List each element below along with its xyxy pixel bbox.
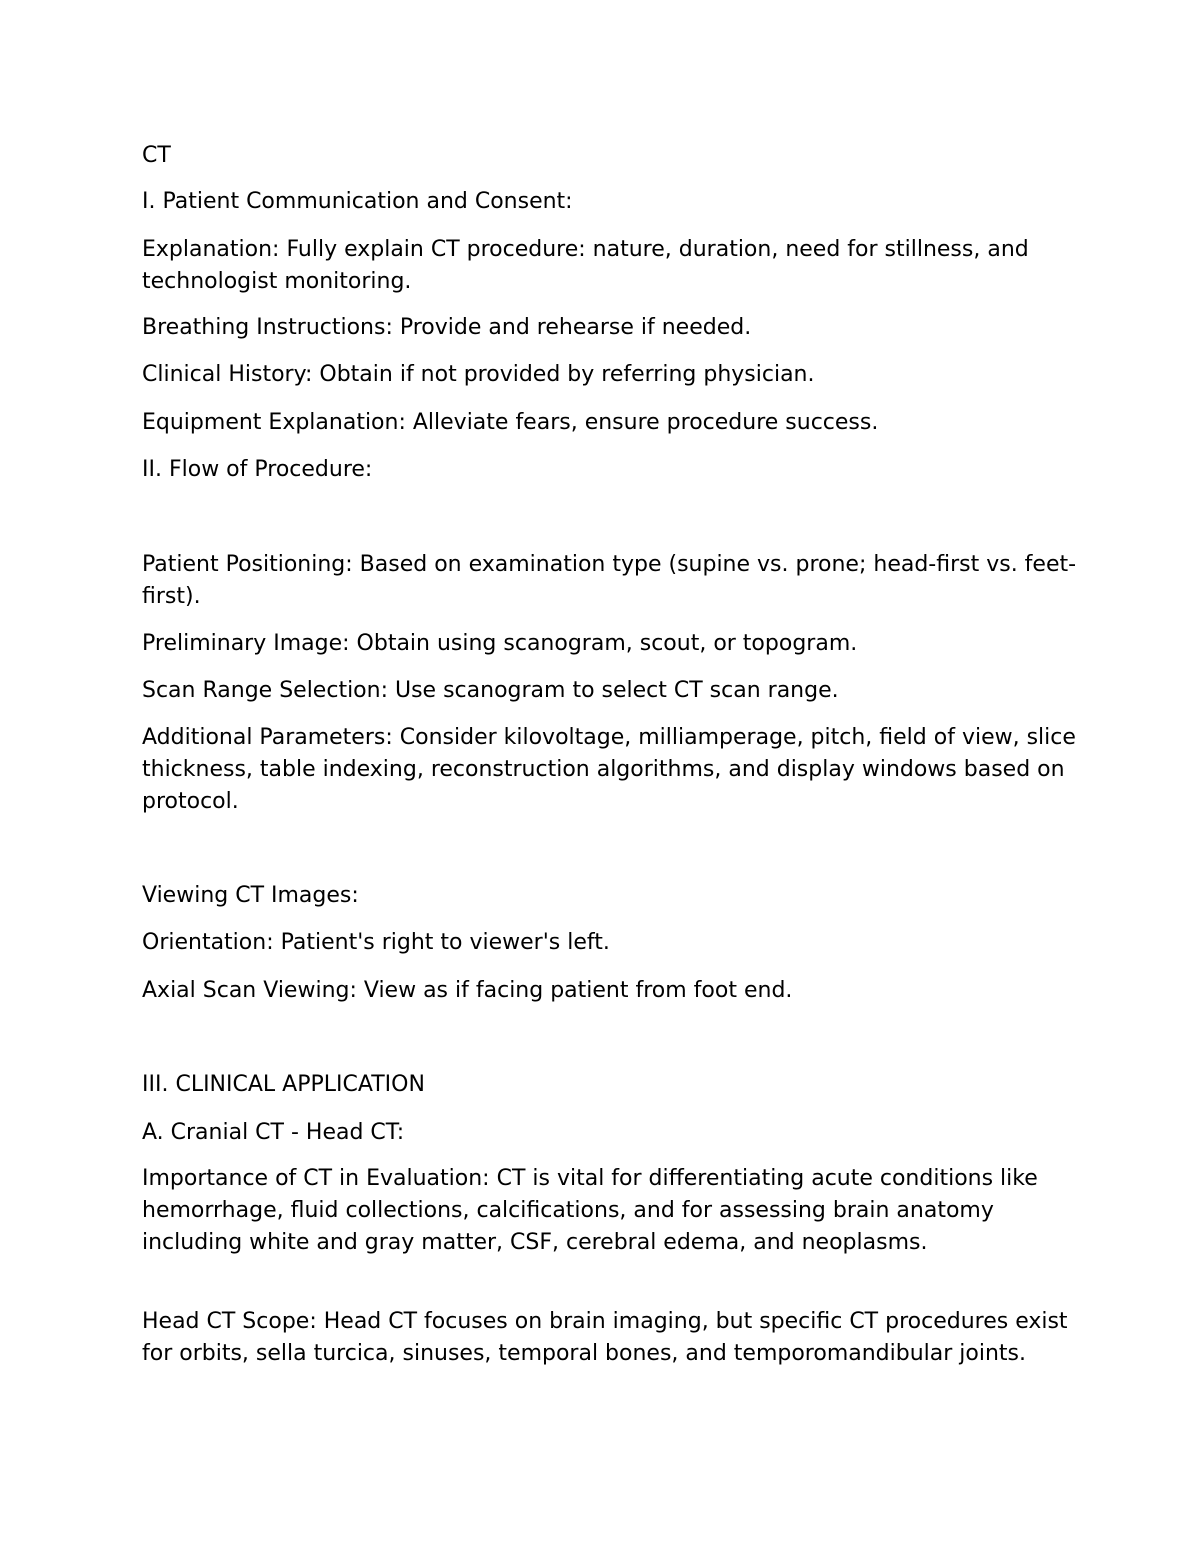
breathing-instructions-paragraph: Breathing Instructions: Provide and rehearse if needed.: [142, 315, 752, 340]
explanation-paragraph: Explanation: Fully explain CT procedure: nature, duration, need for stillness, and technologist monitoring.: [142, 237, 1029, 294]
preliminary-image-paragraph: Preliminary Image: Obtain using scanogram, scout, or topogram.: [142, 631, 858, 656]
head-ct-scope-paragraph: Head CT Scope: Head CT focuses on brain imaging, but specific CT procedures exist for orbits, sella turcica, sinuses, temporal bones, and temporomandibular joints.: [142, 1309, 1068, 1366]
clinical-history-paragraph: Clinical History: Obtain if not provided by referring physician.: [142, 362, 815, 387]
viewing-heading: Viewing CT Images:: [142, 883, 359, 908]
importance-of-ct-paragraph: Importance of CT in Evaluation: CT is vital for differentiating acute conditions like hemorrhage, fluid collections, calcifications, and for assessing brain anatomy including white and gray matter, CSF, cerebral edema, and neoplasms.: [142, 1166, 1038, 1255]
section-1-heading: I. Patient Communication and Consent:: [142, 189, 573, 214]
orientation-paragraph: Orientation: Patient's right to viewer's left.: [142, 930, 610, 955]
patient-positioning-paragraph: Patient Positioning: Based on examination type (supine vs. prone; head-first vs. feet-first).: [142, 552, 1077, 609]
equipment-explanation-paragraph: Equipment Explanation: Alleviate fears, ensure procedure success.: [142, 410, 879, 435]
scan-range-selection-paragraph: Scan Range Selection: Use scanogram to select CT scan range.: [142, 678, 839, 703]
section-3-heading: III. CLINICAL APPLICATION: [142, 1072, 425, 1097]
section-2-heading: II. Flow of Procedure:: [142, 457, 373, 482]
axial-scan-viewing-paragraph: Axial Scan Viewing: View as if facing patient from foot end.: [142, 978, 793, 1003]
additional-parameters-paragraph: Additional Parameters: Consider kilovoltage, milliamperage, pitch, field of view, slice thickness, table indexing, reconstruction algorithms, and display windows based on protocol.: [142, 725, 1076, 814]
cranial-ct-subheading: A. Cranial CT - Head CT:: [142, 1120, 405, 1145]
document-title: CT: [142, 143, 171, 168]
